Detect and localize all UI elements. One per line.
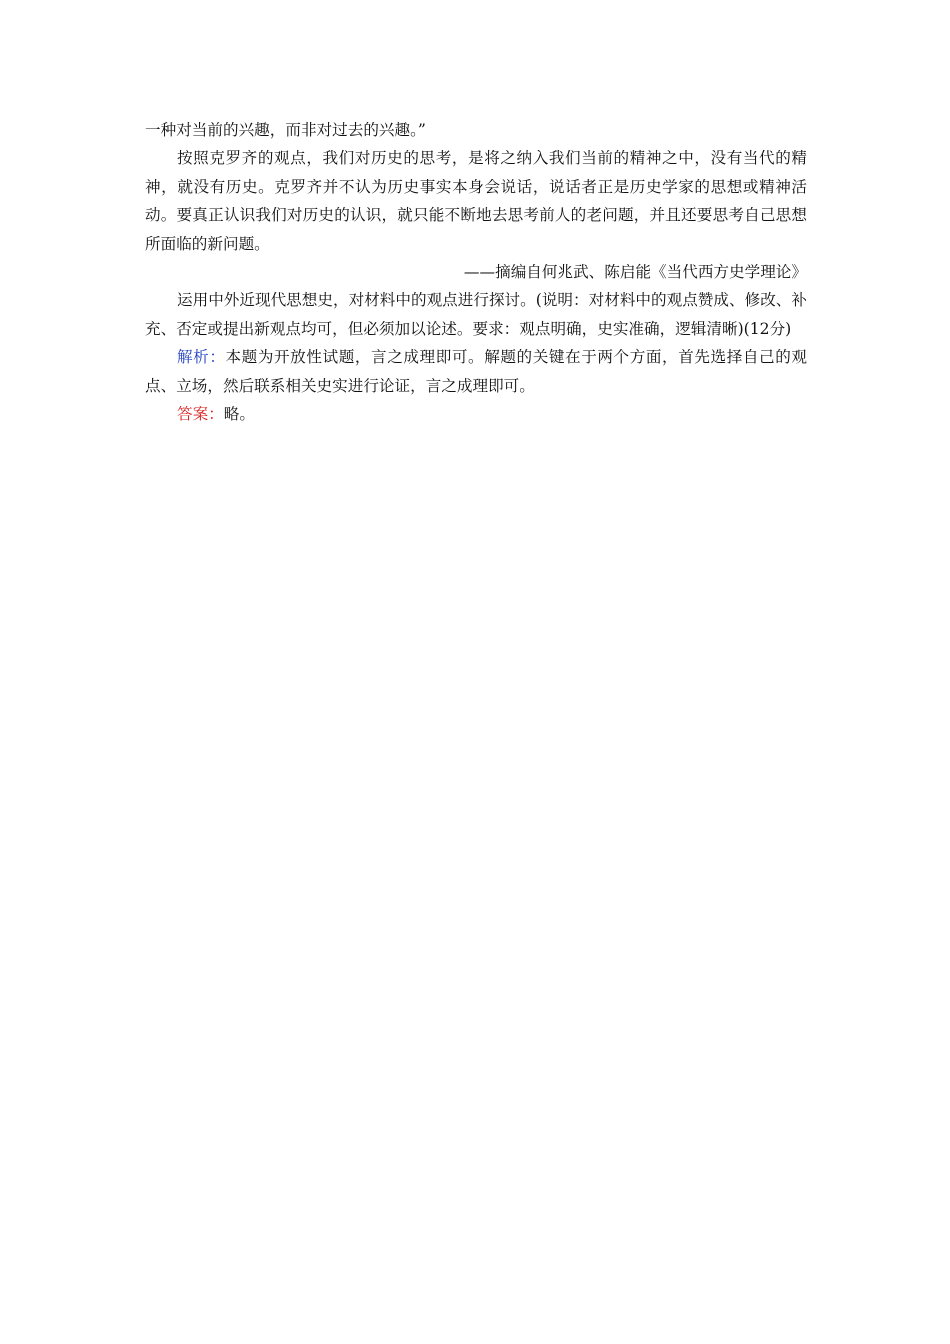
analysis-label: 解析： — [177, 348, 226, 367]
answer-text: 略。 — [223, 405, 255, 424]
quote-ending: 一种对当前的兴趣，而非对过去的兴趣。” — [145, 121, 426, 139]
answer-paragraph — [145, 400, 807, 428]
answer-label: 答案： — [177, 405, 224, 424]
source-attribution: ——摘编自何兆武、陈启能《当代西方史学理论》 — [463, 263, 807, 282]
croce-paragraph: 按照克罗齐的观点，我们对历史的思考，是将之纳入我们当前的精神之中，没有当代的精神，就没有历史。克罗齐并不认为历史事实本身会说话，说话者正是历史学家的思想或精神活动。要真正认识我们对历史的认识，就只能不断地去思考前人的老问题，并且还要思考自己思想所面临的新问题。 — [145, 149, 807, 253]
analysis-text: 本题为开放性试题，言之成理即可。解题的关键在于两个方面，首先选择自己的观点、立场，然后联系相关史实进行论证，言之成理即可。 — [145, 348, 807, 395]
question-paragraph: 运用中外近现代思想史，对材料中的观点进行探讨。(说明：对材料中的观点赞成、修改、补充、否定或提出新观点均可，但必须加以论述。要求：观点明确，史实准确，逻辑清晰)(12分) — [145, 291, 807, 338]
document-page — [145, 116, 807, 428]
analysis-paragraph — [145, 343, 807, 400]
